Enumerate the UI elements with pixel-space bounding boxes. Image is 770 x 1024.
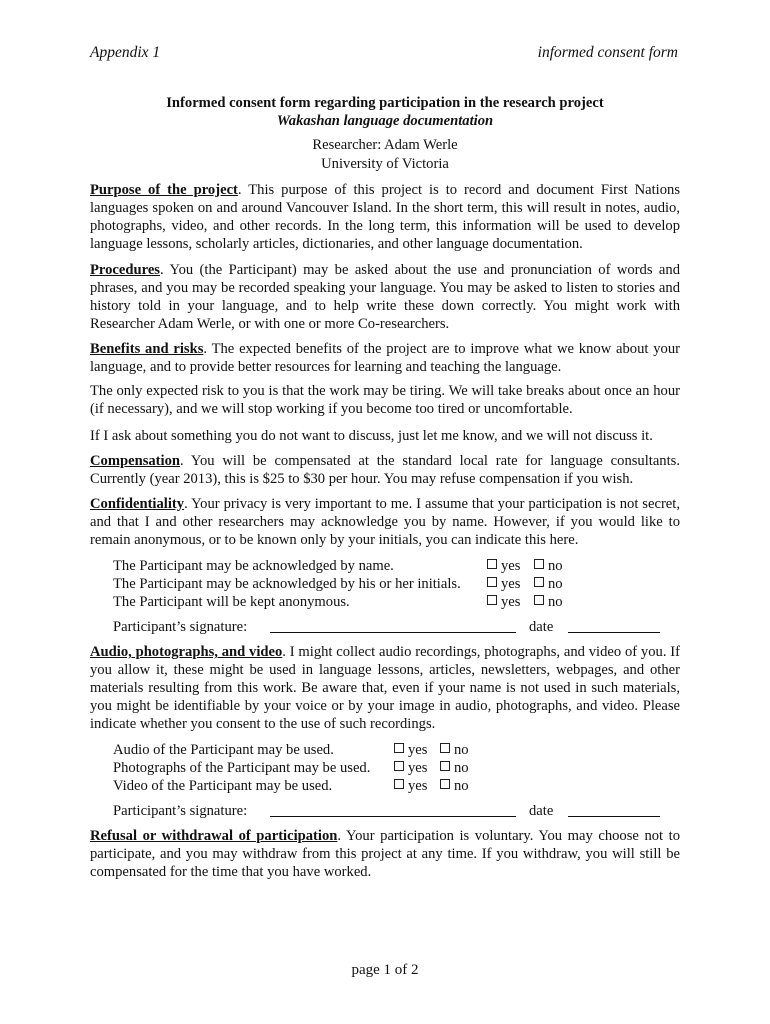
date-line[interactable] <box>568 816 660 817</box>
no-label: no <box>548 558 563 574</box>
checkbox-icon <box>534 577 544 587</box>
option-photographs: Photographs of the Participant may be used. <box>113 760 371 776</box>
researcher-institution: University of Victoria <box>321 156 449 172</box>
refusal-heading: Refusal or withdrawal of participation <box>90 828 338 844</box>
purpose-heading: Purpose of the project <box>90 182 238 198</box>
title-line-1: Informed consent form regarding participation in the research project <box>166 95 604 111</box>
checkbox-icon <box>534 559 544 569</box>
no-label: no <box>454 760 469 776</box>
compensation-heading: Compensation <box>90 453 181 469</box>
option-audio: Audio of the Participant may be used. <box>113 742 334 758</box>
date-line[interactable] <box>568 632 660 633</box>
yes-checkbox-video[interactable] <box>394 777 427 795</box>
yes-checkbox-initials[interactable] <box>487 575 520 593</box>
checkbox-icon <box>440 743 450 753</box>
yes-label: yes <box>501 576 521 592</box>
no-label: no <box>548 576 563 592</box>
option-acknowledge-name: The Participant may be acknowledged by name. <box>113 558 394 574</box>
checkbox-icon <box>487 559 497 569</box>
yes-label: yes <box>408 760 428 776</box>
procedures-section <box>90 261 680 333</box>
risk-paragraph: The only expected risk to you is that the work may be tiring. We will take breaks about once an hour (if necessary), and we will stop working if you become too tired or uncomfortable. <box>90 383 680 417</box>
option-acknowledge-initials: The Participant may be acknowledged by his or her initials. <box>113 576 461 592</box>
yes-checkbox-anonymous[interactable] <box>487 593 520 611</box>
yes-label: yes <box>501 558 521 574</box>
checkbox-icon <box>487 595 497 605</box>
no-checkbox-initials[interactable] <box>534 575 563 593</box>
no-label: no <box>548 594 563 610</box>
no-checkbox-photographs[interactable] <box>440 759 469 777</box>
confidentiality-text: . Your privacy is very important to me. I assume that your participation is not secret, and that I and other researchers may acknowledge you by name. However, if you would like to remain anonymous, or to be known only by your initials, you can indicate this here. <box>90 496 680 548</box>
purpose-text: . This purpose of this project is to record and document First Nations languages spoken on and around Vancouver Island. In the short term, this will result in notes, audio, photographs, video, and other records. In the long term, this information will be used to develop language lessons, scholarly articles, dictionaries, and other language documentation. <box>90 182 680 252</box>
yes-checkbox-photographs[interactable] <box>394 759 427 777</box>
option-anonymous: The Participant will be kept anonymous. <box>113 594 350 610</box>
checkbox-icon <box>440 779 450 789</box>
checkbox-icon <box>394 779 404 789</box>
purpose-section <box>90 181 680 253</box>
procedures-heading: Procedures <box>90 262 160 278</box>
checkbox-icon <box>394 761 404 771</box>
form-type-label: informed consent form <box>537 44 678 61</box>
discuss-paragraph: If I ask about something you do not want to discuss, just let me know, and we will not discuss it. <box>90 428 653 444</box>
researcher-name: Researcher: Adam Werle <box>312 137 458 153</box>
confidentiality-heading: Confidentiality <box>90 496 185 512</box>
checkbox-icon <box>487 577 497 587</box>
refusal-text: . Your participation is voluntary. You may choose not to participate, and you may withdraw from this project at any time. If you withdraw, you will still be compensated for the time that you have worked. <box>90 828 681 880</box>
appendix-label: Appendix 1 <box>90 44 161 61</box>
benefits-text: . The expected benefits of the project are to improve what we know about your language, and to provide better resources for learning and teaching the language. <box>90 341 681 375</box>
signature-line[interactable] <box>270 816 516 817</box>
media-heading: Audio, photographs, and video <box>90 644 283 660</box>
compensation-section <box>90 452 680 488</box>
compensation-text: . You will be compensated at the standard local rate for language consultants. Currently (year 2013), this is $25 to $30 per hour. You may refuse compensation if you wish. <box>90 453 680 487</box>
date-label: date <box>529 803 554 819</box>
benefits-heading: Benefits and risks <box>90 341 204 357</box>
signature-line[interactable] <box>270 632 516 633</box>
yes-checkbox-audio[interactable] <box>394 741 427 759</box>
procedures-text: . You (the Participant) may be asked about the use and pronunciation of words and phrases, and you may be recorded speaking your language. You may be asked to listen to stories and history told in your language, and to help write these down correctly. You might work with Researcher Adam Werle, or with one or more Co-researchers. <box>90 262 680 332</box>
media-text: . I might collect audio recordings, photographs, and video of you. If you allow it, these might be used in language lessons, articles, newsletters, webpages, and other materials resulting from this work. Be aware that, even if your name is not used in such materials, you might be identifiable by your voice or by your image in audio, photographs, and video. Please indicate whether you consent to the use of such recordings. <box>90 644 681 732</box>
date-label: date <box>529 619 554 635</box>
no-checkbox-audio[interactable] <box>440 741 469 759</box>
yes-label: yes <box>408 778 428 794</box>
yes-checkbox-name[interactable] <box>487 557 520 575</box>
checkbox-icon <box>534 595 544 605</box>
checkbox-icon <box>394 743 404 753</box>
no-checkbox-name[interactable] <box>534 557 563 575</box>
no-checkbox-video[interactable] <box>440 777 469 795</box>
yes-label: yes <box>501 594 521 610</box>
confidentiality-section <box>90 495 680 549</box>
signature-label: Participant’s signature: <box>113 619 248 635</box>
no-checkbox-anonymous[interactable] <box>534 593 563 611</box>
option-video: Video of the Participant may be used. <box>113 778 333 794</box>
researcher-block <box>90 136 680 174</box>
no-label: no <box>454 778 469 794</box>
media-section <box>90 643 680 733</box>
no-label: no <box>454 742 469 758</box>
benefits-section <box>90 340 680 376</box>
yes-label: yes <box>408 742 428 758</box>
checkbox-icon <box>440 761 450 771</box>
project-name: Wakashan language documentation <box>276 113 494 129</box>
refusal-section <box>90 827 680 881</box>
signature-label: Participant’s signature: <box>113 803 248 819</box>
page-number: page 1 of 2 <box>351 962 419 978</box>
document-title <box>90 94 680 130</box>
